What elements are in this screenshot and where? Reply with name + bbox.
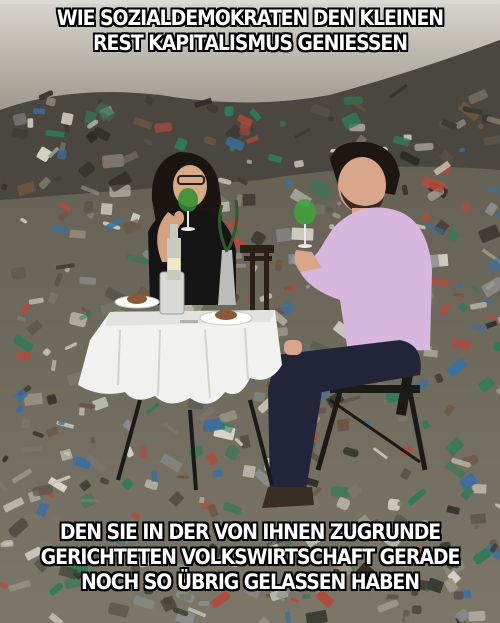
bottom-caption-line-2: GERICHTETEN VOLKSWIRTSCHAFT GERADE [40, 545, 460, 569]
trash-piece [176, 475, 189, 478]
trash-piece [24, 514, 38, 519]
trash-piece [151, 471, 157, 482]
trash-piece [330, 486, 349, 498]
trash-piece [79, 408, 85, 416]
trash-piece [280, 121, 286, 127]
bottom-caption [25, 520, 475, 595]
trash-piece [291, 227, 313, 240]
trash-piece [243, 194, 256, 206]
trash-piece [253, 392, 265, 402]
trash-piece [412, 605, 422, 614]
trash-piece [69, 230, 85, 239]
trash-piece [11, 266, 27, 279]
trash-piece [386, 594, 399, 599]
trash-piece [83, 201, 93, 214]
trash-piece [28, 118, 34, 127]
bottom-caption-line-1: DEN SIE IN DER VON IHNEN ZUGRUNDE [59, 520, 441, 544]
trash-piece [276, 228, 292, 242]
trash-piece [18, 352, 31, 361]
trash-piece [337, 419, 350, 432]
trash-piece [80, 499, 99, 503]
trash-piece [61, 112, 74, 125]
trash-piece [79, 277, 96, 285]
bottom-caption-line-3: NOCH SO ÜBRIG GELASSEN HABEN [81, 570, 419, 594]
trash-piece [239, 122, 251, 136]
trash-piece [472, 484, 486, 494]
trash-piece [414, 143, 434, 152]
trash-piece [21, 419, 31, 429]
trash-piece [101, 203, 113, 215]
trash-piece [224, 106, 234, 116]
top-caption [25, 6, 475, 56]
trash-piece [242, 465, 256, 479]
top-caption-line-2: REST KAPITALISMUS GENIESSEN [93, 31, 407, 55]
trash-piece [344, 96, 363, 105]
trash-piece [423, 349, 438, 358]
trash-piece [468, 611, 485, 622]
trash-piece [199, 601, 210, 606]
top-caption-line-1: WIE SOZIALDEMOKRATEN DEN KLEINEN [56, 6, 444, 30]
trash-piece [57, 149, 67, 160]
trash-piece [33, 108, 45, 114]
trash-piece [294, 160, 304, 168]
trash-piece [212, 470, 223, 478]
trash-piece [0, 542, 13, 547]
trash-piece [199, 497, 204, 503]
